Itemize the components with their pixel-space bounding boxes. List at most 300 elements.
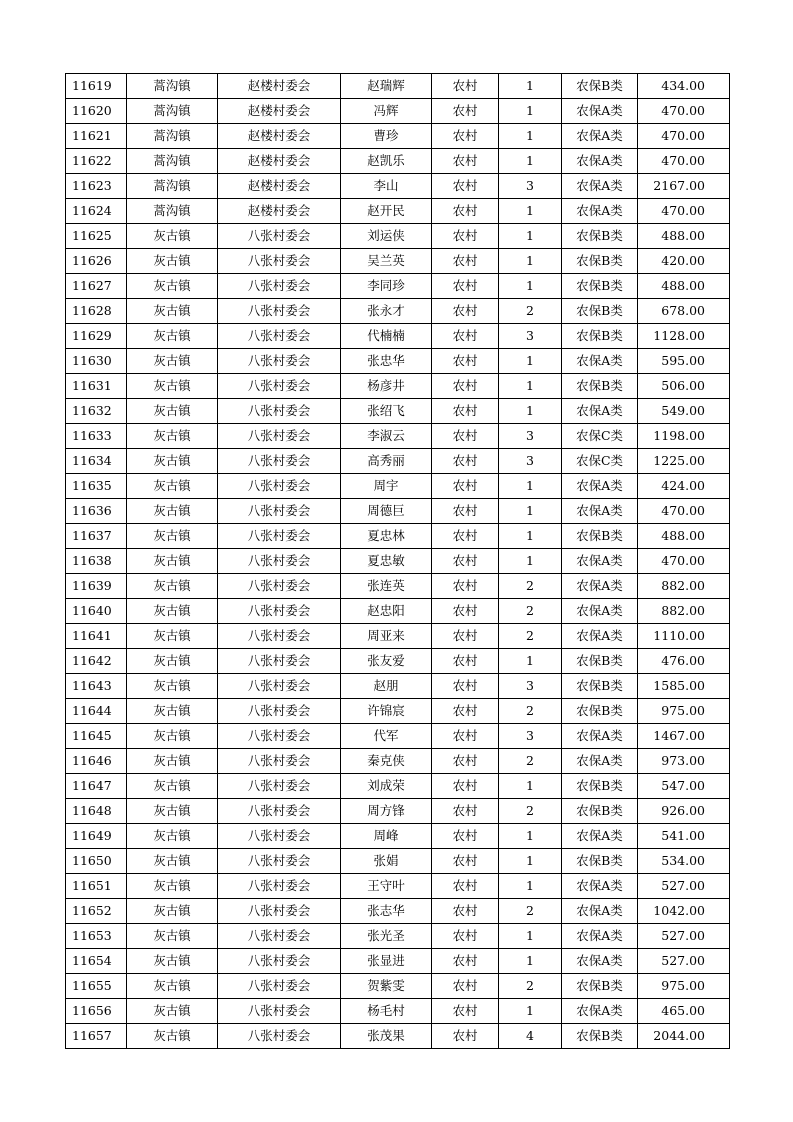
cell-person-name: 张显进 (341, 949, 432, 974)
cell-household-count: 1 (499, 824, 562, 849)
cell-serial-number: 11638 (66, 549, 127, 574)
cell-village-committee: 八张村委会 (218, 549, 341, 574)
cell-town: 灰古镇 (127, 224, 218, 249)
table-row (66, 549, 730, 574)
cell-serial-number: 11634 (66, 449, 127, 474)
cell-household-count: 2 (499, 299, 562, 324)
cell-town: 灰古镇 (127, 299, 218, 324)
cell-person-name: 贺紫雯 (341, 974, 432, 999)
cell-insurance-category: 农保B类 (562, 274, 638, 299)
cell-village-committee: 八张村委会 (218, 699, 341, 724)
cell-household-count: 1 (499, 124, 562, 149)
cell-village-committee: 八张村委会 (218, 424, 341, 449)
cell-household-count: 1 (499, 374, 562, 399)
cell-village-committee: 八张村委会 (218, 974, 341, 999)
cell-amount: 975.00 (638, 699, 730, 724)
cell-village-committee: 八张村委会 (218, 399, 341, 424)
cell-amount: 470.00 (638, 549, 730, 574)
cell-area-type: 农村 (432, 674, 499, 699)
cell-amount: 1467.00 (638, 724, 730, 749)
table-row (66, 824, 730, 849)
cell-amount: 534.00 (638, 849, 730, 874)
cell-household-count: 3 (499, 724, 562, 749)
cell-amount: 470.00 (638, 124, 730, 149)
cell-household-count: 2 (499, 799, 562, 824)
table-row (66, 324, 730, 349)
table-row (66, 574, 730, 599)
cell-serial-number: 11622 (66, 149, 127, 174)
cell-person-name: 张忠华 (341, 349, 432, 374)
cell-household-count: 1 (499, 874, 562, 899)
cell-town: 灰古镇 (127, 799, 218, 824)
cell-village-committee: 八张村委会 (218, 674, 341, 699)
cell-household-count: 2 (499, 574, 562, 599)
cell-insurance-category: 农保A类 (562, 624, 638, 649)
cell-serial-number: 11649 (66, 824, 127, 849)
cell-person-name: 赵忠阳 (341, 599, 432, 624)
cell-insurance-category: 农保A类 (562, 949, 638, 974)
cell-town: 灰古镇 (127, 674, 218, 699)
cell-amount: 470.00 (638, 499, 730, 524)
cell-serial-number: 11620 (66, 99, 127, 124)
cell-town: 灰古镇 (127, 599, 218, 624)
table-row (66, 424, 730, 449)
cell-insurance-category: 农保B类 (562, 324, 638, 349)
cell-insurance-category: 农保B类 (562, 974, 638, 999)
cell-area-type: 农村 (432, 349, 499, 374)
cell-village-committee: 八张村委会 (218, 524, 341, 549)
cell-serial-number: 11653 (66, 924, 127, 949)
table-row (66, 74, 730, 99)
table-row (66, 299, 730, 324)
cell-area-type: 农村 (432, 99, 499, 124)
cell-area-type: 农村 (432, 724, 499, 749)
cell-insurance-category: 农保A类 (562, 599, 638, 624)
cell-village-committee: 八张村委会 (218, 574, 341, 599)
cell-serial-number: 11639 (66, 574, 127, 599)
cell-household-count: 1 (499, 199, 562, 224)
cell-serial-number: 11651 (66, 874, 127, 899)
cell-insurance-category: 农保B类 (562, 1024, 638, 1049)
cell-village-committee: 八张村委会 (218, 274, 341, 299)
cell-town: 蒿沟镇 (127, 199, 218, 224)
cell-town: 灰古镇 (127, 899, 218, 924)
table-row (66, 899, 730, 924)
cell-town: 灰古镇 (127, 374, 218, 399)
table-row (66, 774, 730, 799)
cell-person-name: 许锦宸 (341, 699, 432, 724)
cell-household-count: 1 (499, 549, 562, 574)
cell-person-name: 张光圣 (341, 924, 432, 949)
cell-area-type: 农村 (432, 549, 499, 574)
table-row (66, 674, 730, 699)
cell-village-committee: 八张村委会 (218, 449, 341, 474)
cell-person-name: 冯辉 (341, 99, 432, 124)
cell-insurance-category: 农保B类 (562, 774, 638, 799)
cell-town: 灰古镇 (127, 274, 218, 299)
cell-area-type: 农村 (432, 399, 499, 424)
cell-amount: 465.00 (638, 999, 730, 1024)
cell-insurance-category: 农保C类 (562, 424, 638, 449)
cell-area-type: 农村 (432, 449, 499, 474)
cell-serial-number: 11637 (66, 524, 127, 549)
cell-village-committee: 八张村委会 (218, 624, 341, 649)
cell-serial-number: 11657 (66, 1024, 127, 1049)
cell-person-name: 李淑云 (341, 424, 432, 449)
cell-household-count: 1 (499, 999, 562, 1024)
cell-amount: 420.00 (638, 249, 730, 274)
cell-village-committee: 八张村委会 (218, 724, 341, 749)
cell-household-count: 1 (499, 224, 562, 249)
cell-household-count: 1 (499, 774, 562, 799)
table-row (66, 874, 730, 899)
cell-household-count: 3 (499, 324, 562, 349)
cell-area-type: 农村 (432, 699, 499, 724)
cell-amount: 424.00 (638, 474, 730, 499)
table-row (66, 799, 730, 824)
cell-serial-number: 11648 (66, 799, 127, 824)
cell-serial-number: 11631 (66, 374, 127, 399)
cell-insurance-category: 农保C类 (562, 449, 638, 474)
table-row (66, 749, 730, 774)
cell-village-committee: 八张村委会 (218, 374, 341, 399)
cell-insurance-category: 农保B类 (562, 249, 638, 274)
cell-village-committee: 赵楼村委会 (218, 149, 341, 174)
cell-village-committee: 八张村委会 (218, 849, 341, 874)
cell-town: 灰古镇 (127, 699, 218, 724)
table-row (66, 99, 730, 124)
cell-serial-number: 11627 (66, 274, 127, 299)
cell-insurance-category: 农保B类 (562, 299, 638, 324)
cell-amount: 2044.00 (638, 1024, 730, 1049)
cell-town: 灰古镇 (127, 874, 218, 899)
cell-household-count: 1 (499, 649, 562, 674)
cell-amount: 549.00 (638, 399, 730, 424)
table-row (66, 449, 730, 474)
cell-insurance-category: 农保B类 (562, 524, 638, 549)
cell-insurance-category: 农保A类 (562, 574, 638, 599)
cell-serial-number: 11642 (66, 649, 127, 674)
cell-amount: 527.00 (638, 924, 730, 949)
cell-area-type: 农村 (432, 974, 499, 999)
cell-amount: 1198.00 (638, 424, 730, 449)
cell-area-type: 农村 (432, 774, 499, 799)
cell-area-type: 农村 (432, 899, 499, 924)
cell-amount: 1585.00 (638, 674, 730, 699)
cell-insurance-category: 农保B类 (562, 699, 638, 724)
cell-village-committee: 八张村委会 (218, 774, 341, 799)
cell-village-committee: 八张村委会 (218, 249, 341, 274)
cell-serial-number: 11641 (66, 624, 127, 649)
cell-amount: 1225.00 (638, 449, 730, 474)
cell-village-committee: 八张村委会 (218, 324, 341, 349)
cell-area-type: 农村 (432, 149, 499, 174)
cell-area-type: 农村 (432, 624, 499, 649)
cell-serial-number: 11626 (66, 249, 127, 274)
cell-household-count: 2 (499, 699, 562, 724)
cell-insurance-category: 农保A类 (562, 99, 638, 124)
table-row (66, 249, 730, 274)
cell-person-name: 赵朋 (341, 674, 432, 699)
cell-person-name: 周方锋 (341, 799, 432, 824)
cell-person-name: 高秀丽 (341, 449, 432, 474)
cell-area-type: 农村 (432, 224, 499, 249)
cell-town: 灰古镇 (127, 624, 218, 649)
table-row (66, 174, 730, 199)
cell-household-count: 1 (499, 499, 562, 524)
cell-serial-number: 11628 (66, 299, 127, 324)
cell-serial-number: 11632 (66, 399, 127, 424)
cell-village-committee: 赵楼村委会 (218, 74, 341, 99)
table-row (66, 974, 730, 999)
cell-household-count: 2 (499, 749, 562, 774)
cell-village-committee: 八张村委会 (218, 1024, 341, 1049)
cell-amount: 926.00 (638, 799, 730, 824)
roster-table-body (66, 74, 730, 1049)
cell-area-type: 农村 (432, 299, 499, 324)
cell-person-name: 赵开民 (341, 199, 432, 224)
cell-village-committee: 赵楼村委会 (218, 199, 341, 224)
cell-insurance-category: 农保A类 (562, 724, 638, 749)
cell-serial-number: 11654 (66, 949, 127, 974)
cell-person-name: 杨彦井 (341, 374, 432, 399)
table-row (66, 499, 730, 524)
cell-person-name: 周德巨 (341, 499, 432, 524)
cell-area-type: 农村 (432, 174, 499, 199)
table-row (66, 474, 730, 499)
cell-insurance-category: 农保A类 (562, 874, 638, 899)
cell-area-type: 农村 (432, 274, 499, 299)
cell-town: 蒿沟镇 (127, 174, 218, 199)
cell-household-count: 2 (499, 624, 562, 649)
cell-person-name: 吴兰英 (341, 249, 432, 274)
cell-town: 灰古镇 (127, 349, 218, 374)
cell-household-count: 3 (499, 174, 562, 199)
cell-town: 灰古镇 (127, 449, 218, 474)
cell-serial-number: 11619 (66, 74, 127, 99)
cell-amount: 470.00 (638, 149, 730, 174)
cell-amount: 488.00 (638, 274, 730, 299)
cell-insurance-category: 农保A类 (562, 924, 638, 949)
cell-person-name: 杨毛村 (341, 999, 432, 1024)
cell-serial-number: 11629 (66, 324, 127, 349)
cell-amount: 1042.00 (638, 899, 730, 924)
cell-town: 灰古镇 (127, 399, 218, 424)
cell-area-type: 农村 (432, 999, 499, 1024)
cell-village-committee: 八张村委会 (218, 299, 341, 324)
cell-serial-number: 11645 (66, 724, 127, 749)
cell-insurance-category: 农保A类 (562, 174, 638, 199)
cell-person-name: 周亚来 (341, 624, 432, 649)
cell-household-count: 1 (499, 849, 562, 874)
table-row (66, 124, 730, 149)
cell-household-count: 3 (499, 674, 562, 699)
table-row (66, 374, 730, 399)
table-row (66, 149, 730, 174)
cell-serial-number: 11647 (66, 774, 127, 799)
cell-insurance-category: 农保A类 (562, 474, 638, 499)
cell-amount: 527.00 (638, 874, 730, 899)
cell-village-committee: 八张村委会 (218, 224, 341, 249)
cell-town: 灰古镇 (127, 999, 218, 1024)
cell-village-committee: 八张村委会 (218, 824, 341, 849)
cell-area-type: 农村 (432, 849, 499, 874)
cell-amount: 1110.00 (638, 624, 730, 649)
cell-person-name: 李同珍 (341, 274, 432, 299)
cell-serial-number: 11643 (66, 674, 127, 699)
cell-person-name: 张永才 (341, 299, 432, 324)
cell-serial-number: 11621 (66, 124, 127, 149)
roster-table (65, 73, 730, 1049)
cell-person-name: 赵凯乐 (341, 149, 432, 174)
cell-town: 灰古镇 (127, 774, 218, 799)
cell-person-name: 夏忠林 (341, 524, 432, 549)
cell-insurance-category: 农保B类 (562, 224, 638, 249)
cell-town: 灰古镇 (127, 749, 218, 774)
cell-person-name: 王守叶 (341, 874, 432, 899)
cell-area-type: 农村 (432, 124, 499, 149)
cell-household-count: 1 (499, 924, 562, 949)
cell-amount: 882.00 (638, 599, 730, 624)
cell-person-name: 秦克侠 (341, 749, 432, 774)
table-row (66, 199, 730, 224)
cell-serial-number: 11655 (66, 974, 127, 999)
cell-household-count: 1 (499, 149, 562, 174)
cell-amount: 547.00 (638, 774, 730, 799)
cell-household-count: 1 (499, 99, 562, 124)
cell-household-count: 1 (499, 74, 562, 99)
cell-person-name: 周宇 (341, 474, 432, 499)
cell-town: 灰古镇 (127, 949, 218, 974)
cell-insurance-category: 农保A类 (562, 499, 638, 524)
cell-person-name: 代军 (341, 724, 432, 749)
cell-person-name: 张连英 (341, 574, 432, 599)
cell-area-type: 农村 (432, 499, 499, 524)
cell-area-type: 农村 (432, 949, 499, 974)
cell-area-type: 农村 (432, 324, 499, 349)
cell-area-type: 农村 (432, 749, 499, 774)
cell-insurance-category: 农保A类 (562, 999, 638, 1024)
cell-insurance-category: 农保B类 (562, 799, 638, 824)
table-row (66, 224, 730, 249)
cell-insurance-category: 农保A类 (562, 549, 638, 574)
cell-village-committee: 赵楼村委会 (218, 174, 341, 199)
cell-person-name: 张茂果 (341, 1024, 432, 1049)
cell-person-name: 刘成荣 (341, 774, 432, 799)
cell-serial-number: 11650 (66, 849, 127, 874)
table-row (66, 949, 730, 974)
cell-village-committee: 八张村委会 (218, 599, 341, 624)
cell-amount: 476.00 (638, 649, 730, 674)
table-row (66, 399, 730, 424)
cell-serial-number: 11623 (66, 174, 127, 199)
cell-serial-number: 11635 (66, 474, 127, 499)
cell-village-committee: 八张村委会 (218, 474, 341, 499)
cell-insurance-category: 农保A类 (562, 149, 638, 174)
cell-person-name: 赵瑞辉 (341, 74, 432, 99)
cell-serial-number: 11652 (66, 899, 127, 924)
cell-area-type: 农村 (432, 199, 499, 224)
cell-household-count: 1 (499, 249, 562, 274)
cell-serial-number: 11624 (66, 199, 127, 224)
cell-amount: 488.00 (638, 524, 730, 549)
cell-area-type: 农村 (432, 474, 499, 499)
table-row (66, 999, 730, 1024)
cell-amount: 678.00 (638, 299, 730, 324)
cell-household-count: 1 (499, 474, 562, 499)
cell-village-committee: 八张村委会 (218, 899, 341, 924)
cell-town: 灰古镇 (127, 724, 218, 749)
cell-area-type: 农村 (432, 374, 499, 399)
cell-town: 蒿沟镇 (127, 74, 218, 99)
cell-serial-number: 11625 (66, 224, 127, 249)
cell-serial-number: 11640 (66, 599, 127, 624)
cell-town: 灰古镇 (127, 974, 218, 999)
cell-insurance-category: 农保B类 (562, 849, 638, 874)
cell-area-type: 农村 (432, 599, 499, 624)
table-row (66, 349, 730, 374)
cell-village-committee: 八张村委会 (218, 499, 341, 524)
cell-town: 灰古镇 (127, 324, 218, 349)
cell-insurance-category: 农保B类 (562, 674, 638, 699)
cell-amount: 527.00 (638, 949, 730, 974)
cell-person-name: 周峰 (341, 824, 432, 849)
cell-household-count: 2 (499, 599, 562, 624)
cell-town: 蒿沟镇 (127, 124, 218, 149)
cell-insurance-category: 农保A类 (562, 824, 638, 849)
cell-household-count: 4 (499, 1024, 562, 1049)
cell-town: 灰古镇 (127, 474, 218, 499)
cell-amount: 434.00 (638, 74, 730, 99)
cell-village-committee: 赵楼村委会 (218, 99, 341, 124)
cell-household-count: 2 (499, 899, 562, 924)
cell-insurance-category: 农保A类 (562, 199, 638, 224)
cell-insurance-category: 农保B类 (562, 374, 638, 399)
cell-town: 灰古镇 (127, 849, 218, 874)
cell-village-committee: 八张村委会 (218, 999, 341, 1024)
cell-area-type: 农村 (432, 249, 499, 274)
cell-town: 灰古镇 (127, 649, 218, 674)
cell-household-count: 1 (499, 349, 562, 374)
cell-area-type: 农村 (432, 1024, 499, 1049)
cell-insurance-category: 农保A类 (562, 749, 638, 774)
cell-area-type: 农村 (432, 824, 499, 849)
cell-insurance-category: 农保A类 (562, 349, 638, 374)
cell-amount: 470.00 (638, 199, 730, 224)
cell-person-name: 刘运侠 (341, 224, 432, 249)
cell-serial-number: 11656 (66, 999, 127, 1024)
cell-town: 灰古镇 (127, 1024, 218, 1049)
table-row (66, 1024, 730, 1049)
cell-town: 蒿沟镇 (127, 149, 218, 174)
cell-area-type: 农村 (432, 924, 499, 949)
cell-area-type: 农村 (432, 424, 499, 449)
cell-town: 灰古镇 (127, 524, 218, 549)
cell-insurance-category: 农保B类 (562, 649, 638, 674)
cell-person-name: 张友爱 (341, 649, 432, 674)
cell-village-committee: 八张村委会 (218, 799, 341, 824)
cell-insurance-category: 农保A类 (562, 899, 638, 924)
cell-amount: 2167.00 (638, 174, 730, 199)
cell-amount: 470.00 (638, 99, 730, 124)
cell-insurance-category: 农保B类 (562, 74, 638, 99)
cell-person-name: 张志华 (341, 899, 432, 924)
cell-insurance-category: 农保A类 (562, 124, 638, 149)
cell-amount: 1128.00 (638, 324, 730, 349)
cell-household-count: 1 (499, 949, 562, 974)
cell-village-committee: 赵楼村委会 (218, 124, 341, 149)
cell-town: 灰古镇 (127, 824, 218, 849)
